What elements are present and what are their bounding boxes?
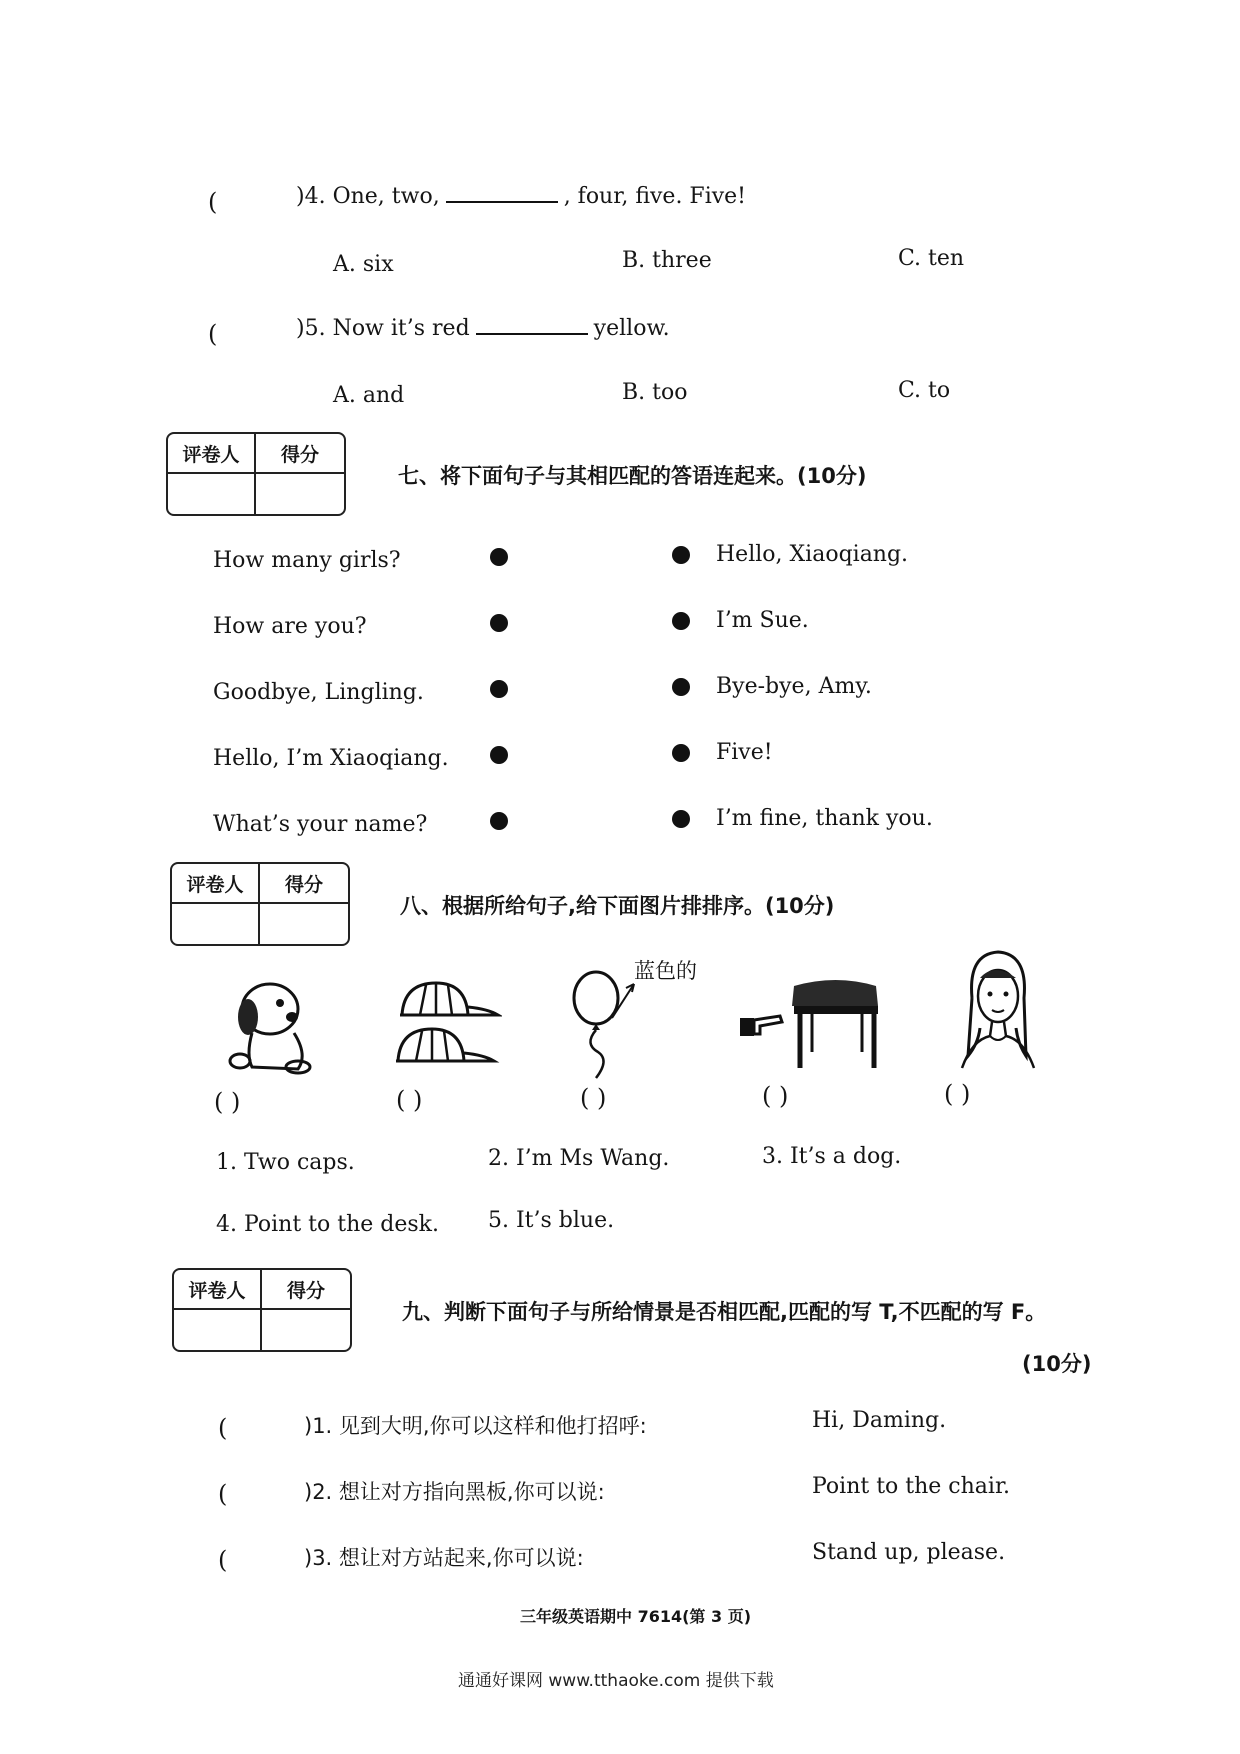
- section-7-title: 七、将下面句子与其相匹配的答语连起来。(10分): [398, 464, 867, 488]
- match-dot-right[interactable]: [672, 612, 690, 630]
- option-a: A. and: [333, 383, 405, 408]
- grader-cell[interactable]: [168, 474, 256, 514]
- option-a: A. six: [333, 252, 394, 277]
- grader-cell[interactable]: [174, 1310, 262, 1350]
- answer-paren: (: [218, 1480, 228, 1508]
- option-c: C. ten: [898, 246, 965, 271]
- picture-answer-paren[interactable]: ( ): [580, 1084, 607, 1112]
- two-caps-icon: [392, 975, 502, 1075]
- picture-sentence: 3. It’s a dog.: [762, 1144, 902, 1169]
- right-answer: I’m fine, thank you.: [716, 806, 933, 831]
- match-dot-right[interactable]: [672, 744, 690, 762]
- picture-label: 蓝色的: [634, 959, 697, 983]
- score-label: 得分: [256, 434, 344, 474]
- picture-answer-paren[interactable]: ( ): [944, 1080, 971, 1108]
- right-answer: Hello, Xiaoqiang.: [716, 542, 909, 567]
- match-dot-right[interactable]: [672, 810, 690, 828]
- picture-sentence: 2. I’m Ms Wang.: [488, 1146, 670, 1171]
- question-stem: yellow.: [593, 316, 670, 341]
- option-b: B. too: [622, 380, 688, 405]
- score-cell[interactable]: [260, 904, 348, 944]
- section-9-title: 九、判断下面句子与所给情景是否相匹配,匹配的写 T,不匹配的写 F。: [402, 1300, 1047, 1324]
- option-b: B. three: [622, 248, 712, 273]
- situation-answer: Hi, Daming.: [812, 1408, 947, 1433]
- question-5: [296, 315, 670, 341]
- match-dot-left[interactable]: [490, 812, 508, 830]
- left-sentence: Hello, I’m Xiaoqiang.: [213, 746, 449, 771]
- grader-cell[interactable]: [172, 904, 260, 944]
- left-sentence: How many girls?: [213, 548, 401, 573]
- match-dot-right[interactable]: [672, 546, 690, 564]
- situation-answer: Point to the chair.: [812, 1474, 1011, 1499]
- left-sentence: How are you?: [213, 614, 367, 639]
- situation-prompt: )3. 想让对方站起来,你可以说:: [304, 1546, 584, 1570]
- question-4: [296, 183, 746, 209]
- answer-paren: (: [218, 1546, 228, 1574]
- score-cell[interactable]: [262, 1310, 350, 1350]
- picture-answer-paren[interactable]: ( ): [214, 1088, 241, 1116]
- picture-sentence: 4. Point to the desk.: [216, 1212, 439, 1237]
- match-dot-left[interactable]: [490, 614, 508, 632]
- situation-prompt: )2. 想让对方指向黑板,你可以说:: [304, 1480, 605, 1504]
- match-dot-left[interactable]: [490, 548, 508, 566]
- score-box: [166, 432, 346, 516]
- section-8-title: 八、根据所给句子,给下面图片排排序。(10分): [400, 894, 835, 918]
- situation-prompt: )1. 见到大明,你可以这样和他打招呼:: [304, 1414, 647, 1438]
- left-sentence: Goodbye, Lingling.: [213, 680, 424, 705]
- right-answer: Five!: [716, 740, 773, 765]
- picture-answer-paren[interactable]: ( ): [762, 1082, 789, 1110]
- dog-icon: [218, 975, 318, 1075]
- option-c: C. to: [898, 378, 951, 403]
- match-dot-right[interactable]: [672, 678, 690, 696]
- match-dot-left[interactable]: [490, 680, 508, 698]
- grader-label: 评卷人: [168, 434, 256, 474]
- answer-blank: [446, 183, 558, 203]
- woman-icon: [952, 948, 1042, 1076]
- point-to-desk-icon: [738, 972, 888, 1072]
- question-stem: )5. Now it’s red: [296, 316, 470, 341]
- score-label: 得分: [260, 864, 348, 904]
- score-box: [172, 1268, 352, 1352]
- section-9-points: (10分): [1022, 1352, 1092, 1376]
- match-dot-left[interactable]: [490, 746, 508, 764]
- situation-answer: Stand up, please.: [812, 1540, 1006, 1565]
- score-box: [170, 862, 350, 946]
- answer-paren: (: [208, 320, 218, 348]
- picture-sentence: 5. It’s blue.: [488, 1208, 615, 1233]
- left-sentence: What’s your name?: [213, 812, 428, 837]
- score-label: 得分: [262, 1270, 350, 1310]
- question-stem: )4. One, two,: [296, 184, 440, 209]
- answer-paren: (: [218, 1414, 228, 1442]
- site-credit: 通通好课网 www.tthaoke.com 提供下载: [458, 1671, 774, 1691]
- answer-blank: [476, 315, 588, 335]
- picture-answer-paren[interactable]: ( ): [396, 1086, 423, 1114]
- picture-sentence: 1. Two caps.: [216, 1150, 355, 1175]
- right-answer: I’m Sue.: [716, 608, 809, 633]
- score-cell[interactable]: [256, 474, 344, 514]
- grader-label: 评卷人: [172, 864, 260, 904]
- grader-label: 评卷人: [174, 1270, 262, 1310]
- question-stem: , four, five. Five!: [563, 184, 747, 209]
- right-answer: Bye-bye, Amy.: [716, 674, 872, 699]
- answer-paren: (: [208, 188, 218, 216]
- page-footer: 三年级英语期中 7614(第 3 页): [520, 1607, 752, 1626]
